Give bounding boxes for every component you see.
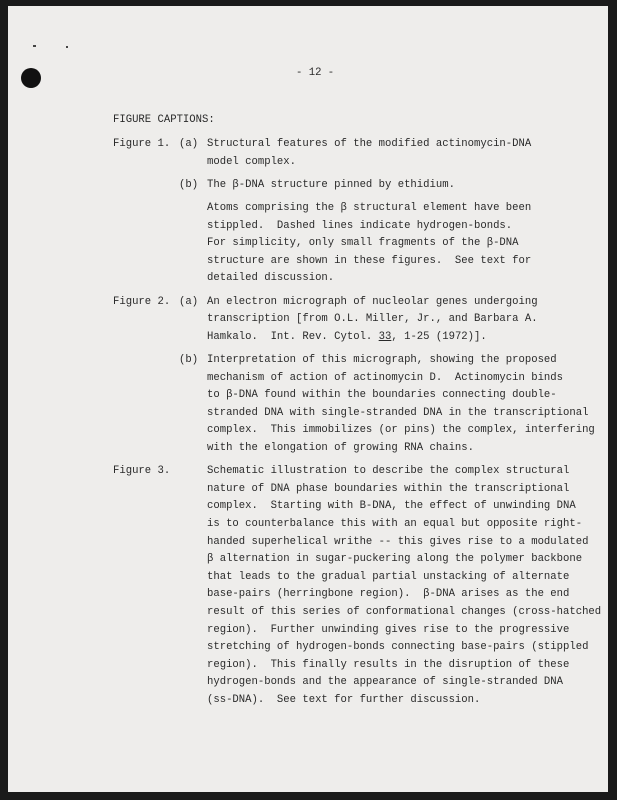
part-tag: (b) [179,354,199,366]
caption-line: Interpretation of this micrograph, showing the proposed [207,354,557,366]
page-heading: FIGURE CAPTIONS: [113,114,215,126]
caption-line: Atoms comprising the β structural element have been [207,202,532,214]
caption-line: that leads to the gradual partial unstacking of alternate [207,570,570,583]
caption-line: mechanism of action of actinomycin D. Actinomycin binds [207,371,564,384]
caption-line: base-pairs (herringbone region). β-DNA arises as the end [207,588,570,601]
caption-line: hydrogen-bonds and the appearance of single-stranded DNA [207,676,564,689]
volume-number: 33 [378,330,392,343]
caption-line: For simplicity, only small fragments of the β-DNA [207,237,519,250]
caption-line: (ss-DNA). See text for further discussion. [207,694,481,706]
part-tag: (b) [179,178,199,191]
caption-line: transcription [from O.L. Miller, Jr., and Barbara A. [207,313,538,326]
scan-mark [66,46,68,48]
figure-label: Figure 3. [113,465,171,478]
caption-line: stippled. Dashed lines indicate hydrogen-bonds. [207,219,513,232]
caption-line: is to counterbalance this with an equal but opposite right- [207,518,583,530]
caption-line: Hamkalo. Int. Rev. Cytol. 33, 1-25 (1972)]. [207,330,487,343]
part-tag: (a) [179,295,199,308]
caption-line: result of this series of conformational changes (cross-hatched [207,606,602,618]
caption-line: to β-DNA found within the boundaries connecting double- [207,389,557,402]
page-number: - 12 - [296,67,335,79]
punch-hole [21,68,41,88]
caption-line: complex. This immobilizes (or pins) the complex, interfering [207,424,595,437]
caption-line: region). Further unwinding gives rise to the progressive [207,623,570,636]
caption-line: β alternation in sugar-puckering along the polymer backbone [207,553,583,566]
caption-line: detailed discussion. [207,272,335,285]
figure-label: Figure 1. [113,138,171,150]
caption-line: region). This finally results in the disruption of these [207,658,570,671]
caption-line: model complex. [207,155,297,168]
caption-line: stranded DNA with single-stranded DNA in the transcriptional [207,406,589,419]
caption-line: Schematic illustration to describe the complex structural [207,465,570,478]
caption-line: Structural features of the modified actinomycin-DNA [207,138,532,150]
caption-line: with the elongation of growing RNA chains. [207,442,475,454]
caption-line: nature of DNA phase boundaries within the transcriptional [207,482,570,495]
caption-line: handed superhelical writhe -- this gives rise to a modulated [207,535,589,548]
figure-label: Figure 2. [113,295,171,308]
caption-line: stretching of hydrogen-bonds connecting base-pairs (stippled [207,641,589,654]
scan-mark [33,45,36,47]
part-tag: (a) [179,138,199,150]
caption-line: complex. Starting with B-DNA, the effect of unwinding DNA [207,500,576,513]
caption-line: The β-DNA structure pinned by ethidium. [207,178,455,191]
caption-line: structure are shown in these figures. See text for [207,254,532,267]
caption-line: An electron micrograph of nucleolar genes undergoing [207,295,538,308]
